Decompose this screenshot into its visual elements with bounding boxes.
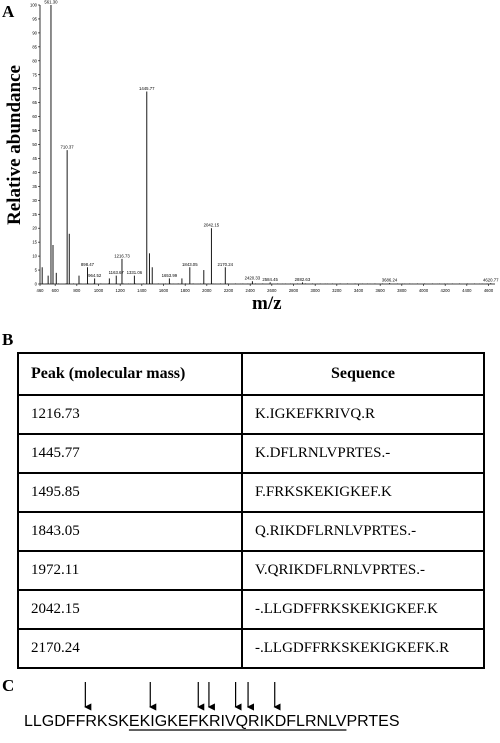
peptide-sequence: K.DFLRNLVPRTES.- <box>242 434 484 473</box>
y-tick-label: 30 <box>32 197 37 203</box>
y-tick-label: 35 <box>32 183 37 189</box>
table-row <box>18 473 484 512</box>
peptide-sequence: K.IGKEFKRIVQ.R <box>242 395 484 434</box>
peak-label: 2042.15 <box>203 222 220 228</box>
x-tick-label: 2600 <box>267 288 277 293</box>
x-tick-label: 3000 <box>310 288 320 293</box>
x-tick-label: 600 <box>51 288 59 293</box>
x-axis-label: m/z <box>252 293 282 314</box>
panel-label-a: A <box>2 2 15 21</box>
y-tick-label: 55 <box>32 128 37 134</box>
y-tick-label: 0 <box>34 281 37 287</box>
header-peak: Peak (molecular mass) <box>18 353 242 395</box>
x-tick-label: 2200 <box>223 288 234 293</box>
cleavage-sequence-figure <box>0 676 500 743</box>
peak-label: 2170.24 <box>217 261 234 267</box>
y-tick-label: 75 <box>32 72 37 78</box>
peak-label: 2882.63 <box>294 276 311 282</box>
y-tick-label: 80 <box>32 58 37 64</box>
x-tick-label: 460 <box>36 288 44 293</box>
peptide-sequence: F.FRKSKEKIGKEF.K <box>242 473 484 512</box>
spectrum-peaks <box>41 0 499 284</box>
x-tick-label: 4200 <box>440 288 450 293</box>
peak-label: 1216.73 <box>114 253 130 259</box>
y-axis-label: Relative abundance <box>4 65 25 225</box>
peak-sequence-table <box>17 352 485 669</box>
peak-mass: 2042.15 <box>18 590 242 629</box>
x-tick-label: 1200 <box>115 288 125 293</box>
peak-label: 898.47 <box>80 261 95 267</box>
header-sequence: Sequence <box>242 353 484 395</box>
peak-label: 1331.06 <box>126 270 143 276</box>
y-tick-label: 65 <box>32 100 37 106</box>
x-tick-label: 1600 <box>158 288 169 293</box>
x-tick-label: 1400 <box>137 288 147 293</box>
y-tick-label: 45 <box>32 155 37 161</box>
peptide-sequence: V.QRIKDFLRNLVPRTES.- <box>242 551 484 590</box>
peak-label: 710.37 <box>60 144 74 150</box>
peak-mass: 1843.05 <box>18 512 242 551</box>
x-tick-label: 2400 <box>245 288 255 293</box>
y-tick-label: 20 <box>32 225 37 231</box>
y-tick-label: 85 <box>32 44 37 50</box>
table-row <box>18 551 484 590</box>
peak-label: 561.30 <box>44 0 58 5</box>
peptide-sequence: Q.RIKDFLRNLVPRTES.- <box>242 512 484 551</box>
y-tick-label: 95 <box>32 16 37 22</box>
peak-mass: 1972.11 <box>18 551 242 590</box>
protein-sequence: LLGDFFRKSKEKIGKEFKRIVQRIKDFLRNLVPRTES <box>24 713 400 730</box>
x-tick-label: 800 <box>73 288 81 293</box>
peak-label: 3686.24 <box>381 277 398 283</box>
spectrum-axes <box>30 3 495 294</box>
y-tick-label: 100 <box>30 2 37 8</box>
peak-label: 2420.33 <box>244 275 261 281</box>
y-tick-label: 15 <box>32 239 37 245</box>
peak-label: 4620.77 <box>482 277 499 283</box>
peak-label: 964.52 <box>88 272 102 278</box>
x-tick-label: 3600 <box>375 288 385 293</box>
table-row <box>18 590 484 629</box>
peak-label: 1163.67 <box>108 270 124 276</box>
x-tick-label: 3800 <box>397 288 407 293</box>
panel-label-c: C <box>2 676 15 695</box>
table-row <box>18 434 484 473</box>
y-tick-label: 40 <box>32 169 37 175</box>
y-tick-label: 5 <box>34 267 37 273</box>
table-row <box>18 512 484 551</box>
y-tick-label: 90 <box>32 30 37 36</box>
x-tick-label: 3400 <box>353 288 364 293</box>
y-tick-label: 50 <box>32 142 37 147</box>
x-tick-label: 2000 <box>202 288 212 293</box>
y-tick-label: 70 <box>32 86 37 92</box>
x-tick-label: 4000 <box>418 288 429 293</box>
table-row <box>18 629 484 668</box>
x-tick-label: 2800 <box>288 288 299 293</box>
cleavage-arrows <box>85 682 274 707</box>
y-tick-label: 60 <box>32 114 37 120</box>
peak-label: 1445.77 <box>139 85 155 91</box>
mass-spectrum-chart <box>0 0 500 320</box>
table-row <box>18 395 484 434</box>
peak-label: 2584.45 <box>262 276 278 282</box>
peak-label: 1843.05 <box>182 261 198 267</box>
panel-label-b: B <box>2 330 14 349</box>
y-tick-label: 10 <box>32 253 37 259</box>
x-tick-label: 1000 <box>93 288 104 293</box>
x-tick-label: 4600 <box>483 288 494 293</box>
y-tick-label: 25 <box>32 211 37 217</box>
peak-mass: 1445.77 <box>18 434 242 473</box>
x-tick-label: 3200 <box>332 288 342 293</box>
x-tick-label: 4400 <box>462 288 472 293</box>
table-header-row <box>18 353 484 395</box>
peptide-sequence: -.LLGDFFRKSKEKIGKEFK.R <box>242 629 484 668</box>
peak-mass: 1495.85 <box>18 473 242 512</box>
peak-label: 1653.99 <box>161 272 178 278</box>
peak-mass: 1216.73 <box>18 395 242 434</box>
peak-mass: 2170.24 <box>18 629 242 668</box>
peptide-sequence: -.LLGDFFRKSKEKIGKEF.K <box>242 590 484 629</box>
x-tick-label: 1800 <box>180 288 190 293</box>
